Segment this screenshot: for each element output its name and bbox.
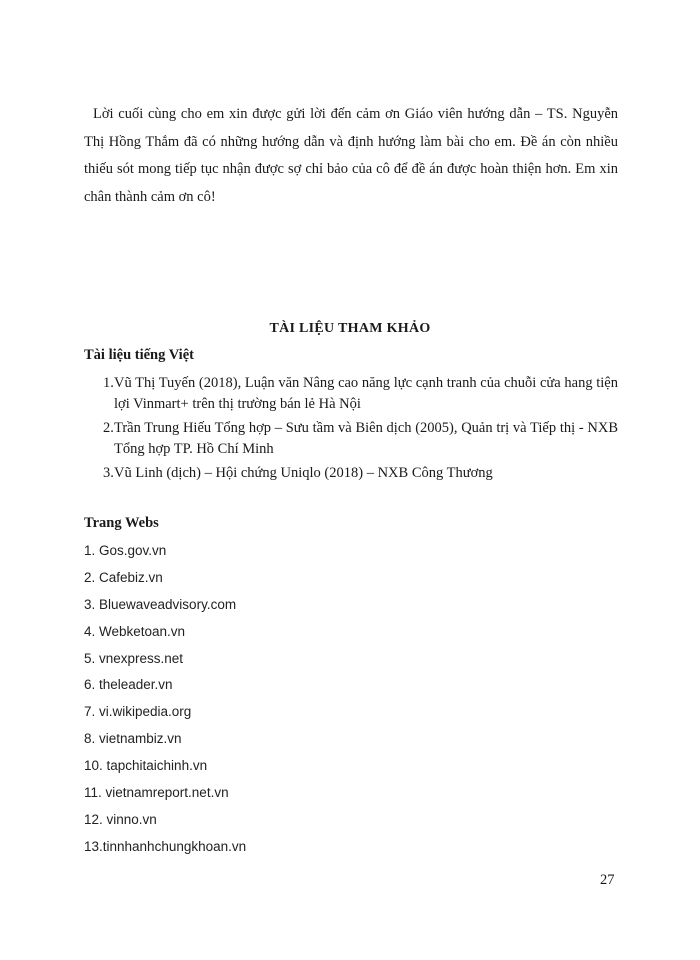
web-reference-item: 8. vietnambiz.vn (84, 731, 182, 747)
vietnamese-references-heading: Tài liệu tiếng Việt (84, 347, 194, 363)
closing-paragraph: Lời cuối cùng cho em xin được gửi lời đến cảm ơn Giáo viên hướng dẫn – TS. Nguyễn Thị Hồng Thắm đã có những hướng dẫn và định hướng làm bài cho em. Đề án còn nhiều thiếu sót mong tiếp tục nhận được sợ chỉ bảo của cô để đề án được hoàn thiện hơn. Em xin chân thành cảm ơn cô! (84, 106, 618, 205)
web-references-heading: Trang Webs (84, 515, 159, 531)
reference-item (84, 373, 618, 415)
web-reference-item: 6. theleader.vn (84, 677, 173, 693)
web-reference-item: 7. vi.wikipedia.org (84, 704, 192, 720)
web-reference-item: 10. tapchitaichinh.vn (84, 758, 208, 774)
web-reference-item: 2. Cafebiz.vn (84, 569, 163, 585)
reference-text: Vũ Thị Tuyến (2018), Luận văn Nâng cao năng lực cạnh tranh của chuỗi cửa hang tiện lợi Vinmart+ trên thị trường bán lẻ Hà Nội (114, 375, 618, 412)
web-reference-item: 13.tinnhanhchungkhoan.vn (84, 838, 247, 854)
web-reference-item: 12. vinno.vn (84, 811, 157, 827)
web-reference-item: 5. vnexpress.net (84, 650, 184, 666)
vietnamese-references-list (84, 373, 618, 487)
reference-item (84, 463, 618, 484)
reference-text: Vũ Linh (dịch) – Hội chứng Uniqlo (2018) – NXB Công Thương (114, 465, 493, 481)
reference-number: 2. (103, 420, 114, 436)
web-reference-item: 3. Bluewaveadvisory.com (84, 596, 237, 612)
web-reference-item: 1. Gos.gov.vn (84, 543, 167, 558)
web-references-list (84, 541, 246, 864)
reference-text: Trần Trung Hiếu Tổng hợp – Sưu tầm và Biên dịch (2005), Quản trị và Tiếp thị - NXB Tổng hợp TP. Hồ Chí Minh (114, 420, 618, 457)
references-title: TÀI LIỆU THAM KHẢO (269, 321, 431, 336)
reference-number: 1. (103, 375, 114, 391)
web-reference-item: 11. vietnamreport.net.vn (84, 785, 229, 801)
reference-item (84, 418, 618, 460)
reference-number: 3. (103, 465, 114, 481)
page-number: 27 (600, 872, 615, 888)
web-reference-item: 4. Webketoan.vn (84, 623, 186, 639)
